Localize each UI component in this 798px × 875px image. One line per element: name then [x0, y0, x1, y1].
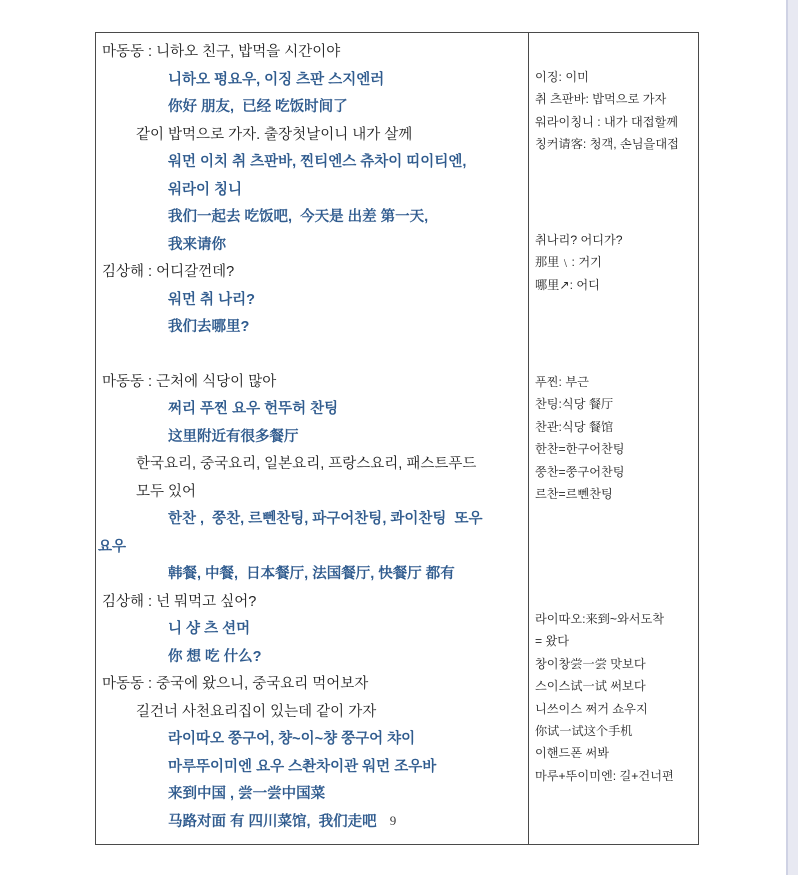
page-number: 9: [389, 813, 397, 828]
note-line: 푸찐: 부근: [535, 375, 589, 389]
dialogue-line-romanized: 워먼 취 나리?: [168, 291, 255, 308]
note-block: [535, 66, 694, 156]
page-edge-divider: [786, 0, 788, 875]
dialogue-line-korean: 모두 있어: [136, 483, 197, 500]
dialogue-line-romanized: 쩌리 푸찐 요우 헌뚜허 찬팅: [168, 401, 339, 417]
dialogue-line-korean: 김상해 : 넌 뭐먹고 싶어?: [102, 593, 257, 610]
note-line: 이핸드폰 써봐: [535, 746, 610, 761]
note-block: [535, 371, 694, 505]
dialogue-line-romanized: 我来请你: [168, 236, 226, 253]
dialogue-line-romanized: 니하오 펑요우, 이징 츠판 스지엔러: [168, 71, 385, 88]
dialogue-line-korean: 마동동 : 니하오 친구, 밥먹을 시간이야: [102, 44, 341, 60]
note-line: 취 츠판바: 밥먹으로 가자: [535, 92, 667, 107]
note-line: 쭝찬=쭝구어찬팅: [535, 464, 625, 479]
dialogue-line-romanized: 요우: [98, 538, 127, 555]
note-line: 你试一试这个手机: [535, 724, 633, 739]
note-line: 한찬=한구어찬팅: [535, 442, 625, 457]
dialogue-line-korean: 한국요리, 중국요리, 일본요리, 프랑스요리, 패스트푸드: [136, 456, 477, 472]
dialogue-line-romanized: 한찬 , 쭝찬, 르뻰찬팅, 파구어찬팅, 콰이찬팅 또우: [168, 511, 483, 527]
dialogue-line-korean: 같이 밥먹으로 가자. 출장첫날이니 내가 살께: [136, 126, 413, 143]
dialogue-line-romanized: 来到中国 , 尝一尝中国菜: [168, 786, 326, 802]
note-block: [535, 608, 694, 787]
note-line: 르찬=르뻰찬팅: [535, 487, 613, 502]
note-line: = 왔다: [535, 634, 570, 649]
note-line: 찬관:식당 餐馆: [535, 419, 614, 434]
dialogue-line-korean: 길건너 사천요리집이 있는데 같이 가자: [136, 703, 377, 720]
note-line: 니쓰이스 쩌거 쇼우지: [535, 701, 648, 716]
note-line: 스이스试一试 써보다: [535, 679, 646, 694]
bilingual-dialogue-table: [95, 32, 699, 845]
dialogue-line-romanized: 你 想 吃 什么?: [168, 648, 262, 665]
note-line: 那里﹨: 거기: [535, 255, 602, 270]
note-line: 찬팅:식당 餐厅: [535, 397, 614, 412]
dialogue-line-korean: 김상해 : 어디갈껀데?: [102, 264, 235, 280]
dialogue-line-romanized: 워먼 이치 취 츠판바, 찐티엔스 츄차이 띠이티엔,: [168, 154, 467, 170]
note-line: 마루+뚜이미엔: 길+건너편: [535, 768, 674, 783]
dialogue-line-romanized: 我们一起去 吃饭吧, 今天是 出差 第一天,: [168, 209, 429, 225]
dialogue-line-romanized: 我们去哪里?: [168, 319, 250, 335]
note-line: 취나리? 어디가?: [535, 233, 623, 247]
dialogue-line-korean: 마동동 : 중국에 왔으니, 중국요리 먹어보자: [102, 676, 369, 692]
dialogue-line-romanized: 워라이 칭니: [168, 181, 243, 198]
dialogue-line-romanized: 韩餐, 中餐, 日本餐厅, 法国餐厅, 快餐厅 都有: [168, 566, 455, 582]
note-line: 이징: 이미: [535, 70, 589, 84]
notes-column: [529, 33, 698, 844]
dialogue-line-romanized: 니 샹 츠 션머: [168, 621, 251, 637]
note-line: 라이따오:来到~와서도착: [535, 612, 665, 626]
note-line: 哪里↗: 어디: [535, 277, 600, 292]
note-line: 창이창尝一尝 맛보다: [535, 656, 646, 671]
dialogue-line-korean: 마동동 : 근처에 식당이 많아: [102, 373, 277, 390]
dialogue-line-romanized: 마루뚜이미엔 요우 스촨차이관 워먼 조우바: [168, 758, 437, 775]
dialogue-line-romanized: 라이따오 쭝구어, 챵~이~챵 쭝구어 챠이: [168, 731, 416, 747]
dialogue-column: [96, 33, 529, 844]
dialogue-line-romanized: 这里附近有很多餐厅: [168, 428, 299, 445]
dialogue-spacer: [96, 342, 528, 369]
note-block: [535, 229, 694, 296]
dialogue-line-romanized: 你好 朋友, 已经 吃饭时间了: [168, 99, 348, 115]
note-line: 칭커请客: 청객, 손님을대접: [535, 137, 679, 152]
dialogue-line-romanized: 马路对面 有 四川菜馆, 我们走吧: [168, 813, 377, 830]
note-line: 워라이칭니 : 내가 대접할께: [535, 114, 679, 129]
